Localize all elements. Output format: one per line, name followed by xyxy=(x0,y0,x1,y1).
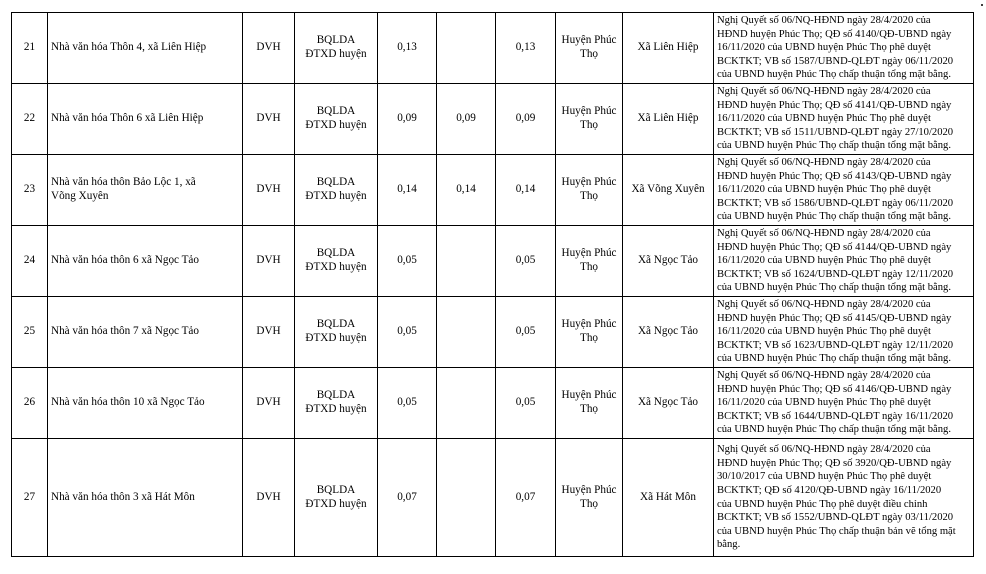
table-row xyxy=(12,439,974,557)
area-total: 0,05 xyxy=(378,297,437,368)
project-name: Nhà văn hóa thôn 6 xã Ngọc Tảo xyxy=(48,226,243,297)
row-number: 24 xyxy=(12,226,48,297)
row-number: 22 xyxy=(12,84,48,155)
table-row xyxy=(12,84,974,155)
legal-basis: Nghị Quyết số 06/NQ-HĐND ngày 28/4/2020 của HĐND huyện Phúc Thọ; QĐ số 4143/QĐ-UBND ngày 16/11/2020 của UBND huyện Phúc Thọ phê duyệt BCKTKT; VB số 1586/UBND-QLĐT ngày 06/11/2020 của UBND huyện Phúc Thọ chấp thuận tổng mặt bằng. xyxy=(714,155,974,226)
district: Huyện Phúc Thọ xyxy=(556,84,623,155)
area-col2 xyxy=(437,439,496,557)
commune: Xã Ngọc Tảo xyxy=(623,297,714,368)
area-col2: 0,14 xyxy=(437,155,496,226)
commune: Xã Liên Hiệp xyxy=(623,13,714,84)
row-number: 21 xyxy=(12,13,48,84)
land-type: DVH xyxy=(243,155,295,226)
table-row xyxy=(12,368,974,439)
row-number: 23 xyxy=(12,155,48,226)
table-row xyxy=(12,226,974,297)
land-type: DVH xyxy=(243,439,295,557)
area-col3: 0,13 xyxy=(496,13,556,84)
area-total: 0,05 xyxy=(378,368,437,439)
district: Huyện Phúc Thọ xyxy=(556,368,623,439)
project-name: Nhà văn hóa thôn 10 xã Ngọc Tảo xyxy=(48,368,243,439)
land-type: DVH xyxy=(243,84,295,155)
commune: Xã Võng Xuyên xyxy=(623,155,714,226)
area-col3: 0,05 xyxy=(496,297,556,368)
area-total: 0,09 xyxy=(378,84,437,155)
area-col3: 0,05 xyxy=(496,226,556,297)
area-total: 0,13 xyxy=(378,13,437,84)
commune: Xã Ngọc Tảo xyxy=(623,226,714,297)
table-row xyxy=(12,297,974,368)
land-type: DVH xyxy=(243,226,295,297)
legal-basis: Nghị Quyết số 06/NQ-HĐND ngày 28/4/2020 của HĐND huyện Phúc Thọ; QĐ số 4140/QĐ-UBND ngày 16/11/2020 của UBND huyện Phúc Thọ phê duyệt BCKTKT; VB số 1587/UBND-QLĐT ngày 06/11/2020 của UBND huyện Phúc Thọ chấp thuận tổng mặt bằng. xyxy=(714,13,974,84)
commune: Xã Liên Hiệp xyxy=(623,84,714,155)
legal-basis: Nghị Quyết số 06/NQ-HĐND ngày 28/4/2020 của HĐND huyện Phúc Thọ; QĐ số 3920/QĐ-UBND ngày 30/10/2017 của UBND huyện Phúc Thọ phê duyệt BCKTKT; QĐ số 4120/QĐ-UBND ngày 16/11/2020 của UBND huyện Phúc Thọ phê duyệt điều chỉnh BCKTKT; VB số 1552/UBND-QLĐT ngày 03/11/2020 của UBND huyện Phúc Thọ chấp thuận bản vẽ tổng mặt bằng. xyxy=(714,439,974,557)
area-col2 xyxy=(437,13,496,84)
area-col3: 0,05 xyxy=(496,368,556,439)
investor: BQLDA ĐTXD huyện xyxy=(295,226,378,297)
area-col3: 0,09 xyxy=(496,84,556,155)
legal-basis: Nghị Quyết số 06/NQ-HĐND ngày 28/4/2020 của HĐND huyện Phúc Thọ; QĐ số 4141/QĐ-UBND ngày 16/11/2020 của UBND huyện Phúc Thọ phê duyệt BCKTKT; VB số 1511/UBND-QLĐT ngày 27/10/2020 của UBND huyện Phúc Thọ chấp thuận tổng mặt bằng. xyxy=(714,84,974,155)
row-number: 27 xyxy=(12,439,48,557)
land-type: DVH xyxy=(243,297,295,368)
district: Huyện Phúc Thọ xyxy=(556,226,623,297)
scan-speck xyxy=(981,4,983,6)
investor: BQLDA ĐTXD huyện xyxy=(295,368,378,439)
area-col3: 0,07 xyxy=(496,439,556,557)
table-body xyxy=(12,13,974,557)
row-number: 25 xyxy=(12,297,48,368)
investor: BQLDA ĐTXD huyện xyxy=(295,13,378,84)
investor: BQLDA ĐTXD huyện xyxy=(295,439,378,557)
area-col2 xyxy=(437,226,496,297)
legal-basis: Nghị Quyết số 06/NQ-HĐND ngày 28/4/2020 của HĐND huyện Phúc Thọ; QĐ số 4144/QĐ-UBND ngày 16/11/2020 của UBND huyện Phúc Thọ phê duyệt BCKTKT; VB số 1624/UBND-QLĐT ngày 12/11/2020 của UBND huyện Phúc Thọ chấp thuận tổng mặt bằng. xyxy=(714,226,974,297)
project-name: Nhà văn hóa Thôn 6 xã Liên Hiệp xyxy=(48,84,243,155)
table-row xyxy=(12,13,974,84)
district: Huyện Phúc Thọ xyxy=(556,297,623,368)
commune: Xã Ngọc Tảo xyxy=(623,368,714,439)
investor: BQLDA ĐTXD huyện xyxy=(295,155,378,226)
legal-basis: Nghị Quyết số 06/NQ-HĐND ngày 28/4/2020 của HĐND huyện Phúc Thọ; QĐ số 4146/QĐ-UBND ngày 16/11/2020 của UBND huyện Phúc Thọ phê duyệt BCKTKT; VB số 1644/UBND-QLĐT ngày 16/11/2020 của UBND huyện Phúc Thọ chấp thuận tổng mặt bằng. xyxy=(714,368,974,439)
project-name: Nhà văn hóa thôn Bảo Lộc 1, xã Võng Xuyên xyxy=(48,155,243,226)
commune: Xã Hát Môn xyxy=(623,439,714,557)
area-total: 0,14 xyxy=(378,155,437,226)
project-name: Nhà văn hóa Thôn 4, xã Liên Hiệp xyxy=(48,13,243,84)
area-total: 0,07 xyxy=(378,439,437,557)
row-number: 26 xyxy=(12,368,48,439)
area-col2 xyxy=(437,297,496,368)
legal-basis: Nghị Quyết số 06/NQ-HĐND ngày 28/4/2020 của HĐND huyện Phúc Thọ; QĐ số 4145/QĐ-UBND ngày 16/11/2020 của UBND huyện Phúc Thọ phê duyệt BCKTKT; VB số 1623/UBND-QLĐT ngày 12/11/2020 của UBND huyện Phúc Thọ chấp thuận tổng mặt bằng. xyxy=(714,297,974,368)
district: Huyện Phúc Thọ xyxy=(556,439,623,557)
district: Huyện Phúc Thọ xyxy=(556,13,623,84)
area-col2 xyxy=(437,368,496,439)
area-col2: 0,09 xyxy=(437,84,496,155)
project-name: Nhà văn hóa thôn 7 xã Ngọc Tảo xyxy=(48,297,243,368)
land-type: DVH xyxy=(243,13,295,84)
land-type: DVH xyxy=(243,368,295,439)
investor: BQLDA ĐTXD huyện xyxy=(295,297,378,368)
district: Huyện Phúc Thọ xyxy=(556,155,623,226)
project-table xyxy=(11,12,974,557)
investor: BQLDA ĐTXD huyện xyxy=(295,84,378,155)
project-name: Nhà văn hóa thôn 3 xã Hát Môn xyxy=(48,439,243,557)
area-col3: 0,14 xyxy=(496,155,556,226)
area-total: 0,05 xyxy=(378,226,437,297)
table-row xyxy=(12,155,974,226)
